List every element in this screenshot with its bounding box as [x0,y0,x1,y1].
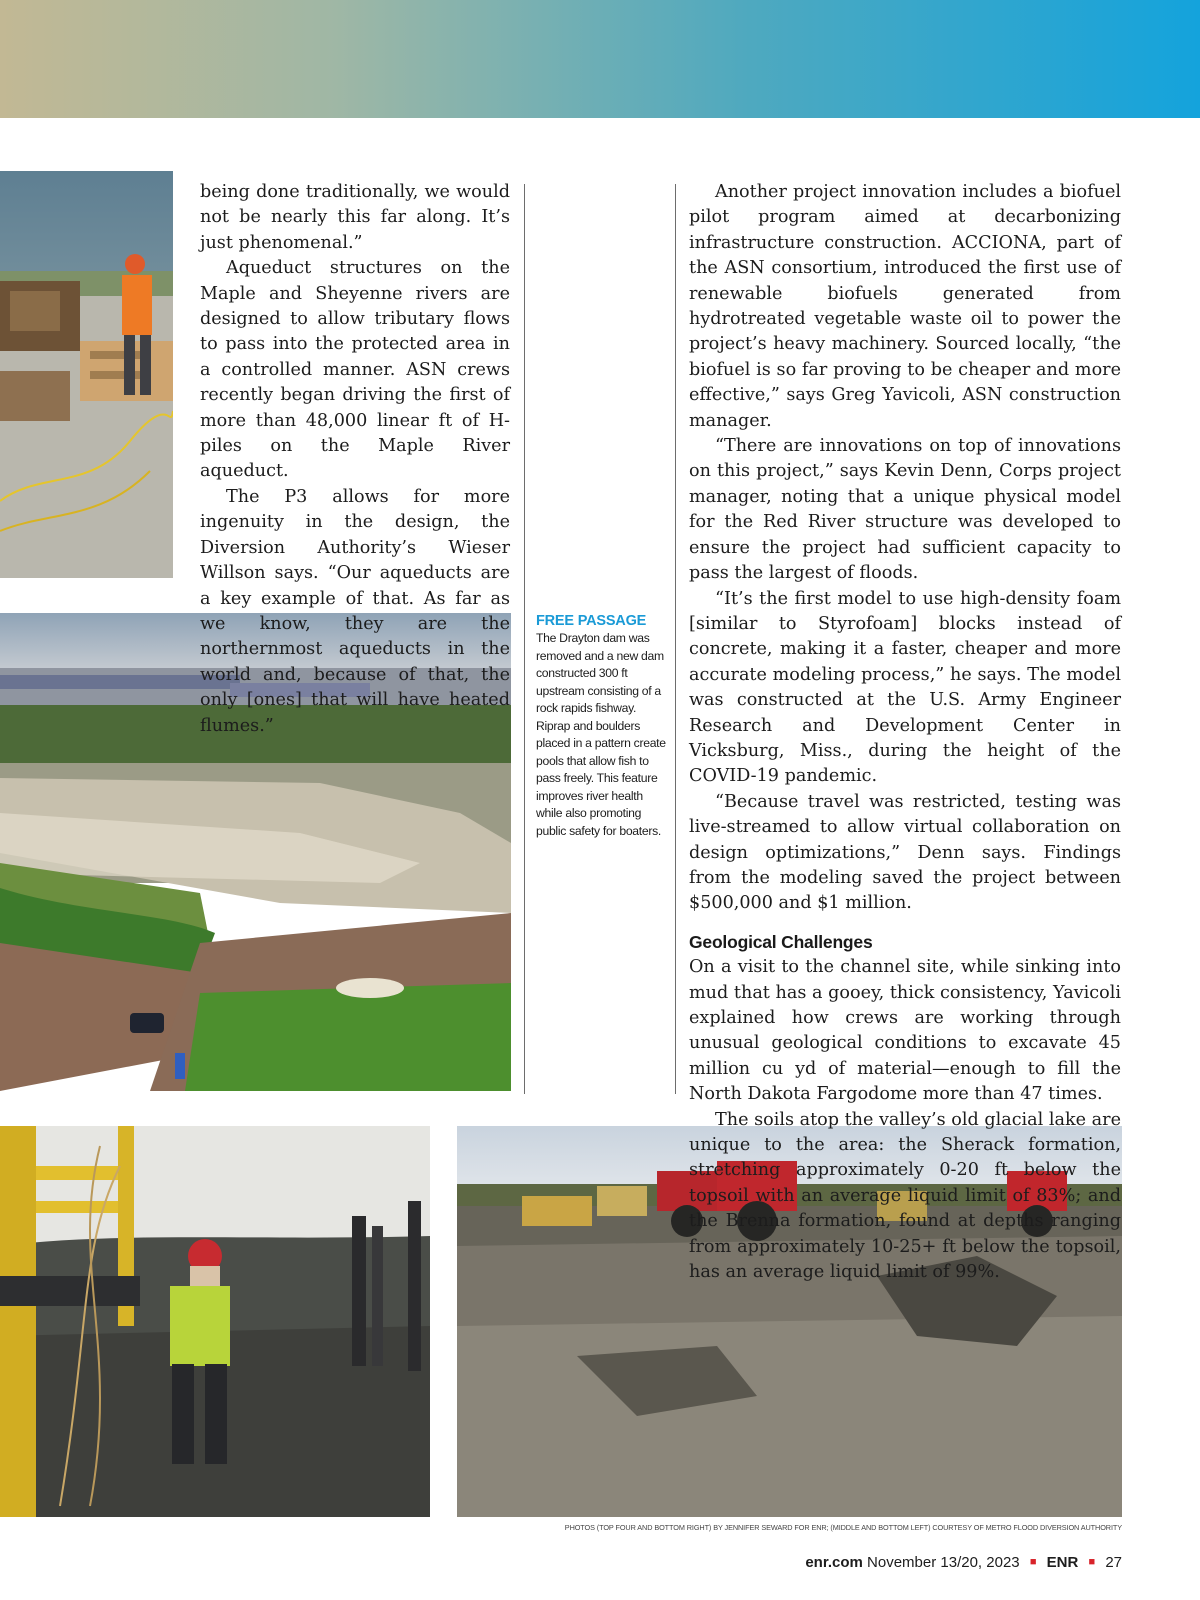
caption-body: The Drayton dam was removed and a new dam constructed 300 ft upstream consisting of a rock rapids fishway. Riprap and boulders placed in a pattern create pools that allow fish to pass freely. This feature improves river health while also promoting public safety for boaters. [536,631,666,838]
article-column-right [689,180,1121,1285]
square-bullet-icon: ■ [1088,1556,1096,1568]
photo-credit: PHOTOS (TOP FOUR AND BOTTOM RIGHT) BY JENNIFER SEWARD FOR ENR; (MIDDLE AND BOTTOM LEFT) COURTESY OF METRO FLOOD DIVERSION AUTHORITY [564,1523,1122,1532]
paragraph: “There are innovations on top of innovations on this project,” says Kevin Denn, Corps project manager, noting that a unique physical model for the Red River structure was developed to ensure the project had sufficient capacity to pass the largest of floods. [689,436,1121,584]
square-bullet-icon: ■ [1029,1556,1037,1568]
photo-worker-pile-rig [0,1126,430,1517]
page-number: 27 [1105,1554,1122,1571]
paragraph: The P3 allows for more ingenuity in the design, the Diversion Authority’s Wieser Willson says. “Our aqueducts are a key example of that. As far as we know, they are the northernmost aqueducts in the world and, because of that, the only [ones] that will have heated flumes.” [200,486,510,736]
paragraph: The soils atop the valley’s old glacial lake are unique to the area: the Sherack formation, stretching approximately 0-20 ft below the topsoil with an average liquid limit of 83%; and the Brenna formation, found at depths ranging from approximately 10-25+ ft below the topsoil, has an average liquid limit of 99%. [689,1109,1121,1283]
paragraph: being done traditionally, we would not be nearly this far along. It’s just phenomenal.” [200,182,510,253]
paragraph: “It’s the first model to use high-density foam [similar to Styrofoam] blocks instead of concrete, making it a faster, cheaper and more accurate modeling process,” he says. The model was constructed at the U.S. Army Engineer Research and Development Center in Vicksburg, Miss., during the height of the COVID-19 pandemic. [689,588,1121,787]
paragraph: “Because travel was restricted, testing was live-streamed to allow virtual collaboration on design optimizations,” Denn says. Findings from the modeling saved the project between $500,000 and $1 million. [689,791,1121,914]
page-footer [700,1554,1122,1571]
paragraph: On a visit to the channel site, while sinking into mud that has a gooey, thick consistency, Yavicoli explained how crews are working through unusual geological conditions to excavate 45 million cu yd of material—enough to fill the North Dakota Fargodome more than 47 times. [689,957,1121,1105]
caption-heading: FREE PASSAGE [536,613,647,629]
section-subhead: Geological Challenges [689,931,873,952]
photo-caption [536,612,666,840]
column-rule-left [524,184,525,1094]
footer-publication: ENR [1046,1554,1079,1571]
paragraph: Aqueduct structures on the Maple and Sheyenne rivers are designed to allow tributary flows to pass into the protected area in a controlled manner. ASN crews recently began driving the first of more than 48,000 linear ft of H-piles on the Maple River aqueduct. [200,258,510,482]
column-rule-right [675,184,676,1094]
footer-site: enr.com [805,1554,863,1571]
footer-date: November 13/20, 2023 [867,1554,1020,1571]
photo-aqueduct-workers [0,171,173,578]
article-column-middle [200,180,510,739]
header-color-band [0,0,1200,118]
paragraph: Another project innovation includes a biofuel pilot program aimed at decarbonizing infrastructure construction. ACCIONA, part of the ASN consortium, introduced the first use of renewable biofuels generated from hydrotreated vegetable waste oil to power the project’s heavy machinery. Sourced locally, “the biofuel is so far proving to be cheaper and more effective,” says Greg Yavicoli, ASN construction manager. [689,182,1121,431]
